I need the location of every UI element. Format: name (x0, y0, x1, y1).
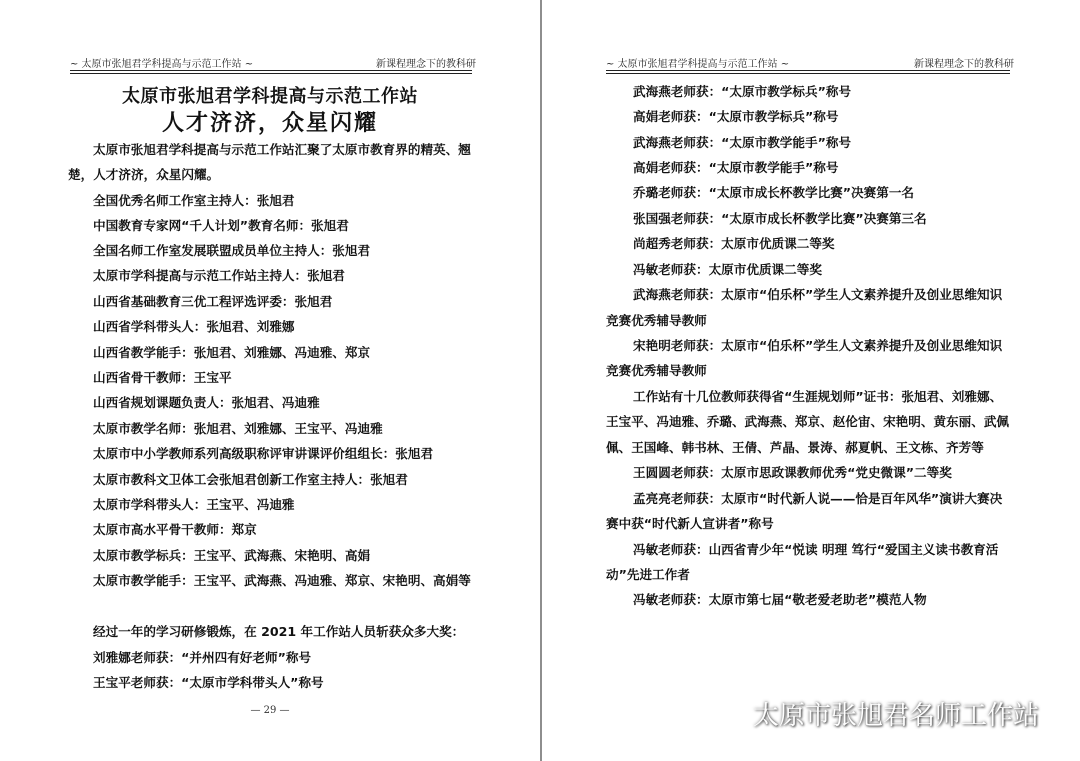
role-line: 太原市学科提高与示范工作站主持人：张旭君 (93, 268, 345, 283)
award-line: 武海燕老师获：“太原市教学能手”称号 (633, 135, 852, 150)
role-line: 太原市教学标兵：王宝平、武海燕、宋艳明、高娟 (93, 548, 371, 563)
left-header-left: ~ 太原市张旭君学科提高与示范工作站 ~ (70, 59, 254, 70)
page-number: — 29 — (250, 705, 290, 716)
award-line: 王圆圆老师获：太原市思政课教师优秀“党史微课”二等奖 (633, 465, 952, 480)
role-line: 山西省规划课题负责人：张旭君、冯迪雅 (93, 395, 320, 410)
award-line: 刘雅娜老师获：“并州四有好老师”称号 (93, 650, 312, 665)
award-line: 冯敏老师获：山西省青少年“悦读 明理 笃行“爱国主义读书教育活 (633, 542, 999, 557)
award-line: 张国强老师获：“太原市成长杯教学比赛”决赛第三名 (633, 211, 927, 226)
role-line: 山西省学科带头人：张旭君、刘雅娜 (93, 319, 295, 334)
intro-line: 太原市张旭君学科提高与示范工作站汇聚了太原市教育界的精英、翘 (93, 142, 471, 157)
right-header-rule-thin (606, 73, 1010, 74)
awards-intro: 经过一年的学习研修锻炼，在 2021 年工作站人员斩获众多大奖： (93, 624, 465, 639)
role-line: 全国名师工作室发展联盟成员单位主持人：张旭君 (93, 243, 371, 258)
role-line: 太原市学科带头人：王宝平、冯迪雅 (93, 497, 295, 512)
award-line: 冯敏老师获：太原市优质课二等奖 (633, 262, 822, 277)
award-line-cont: 赛中获“时代新人宣讲者”称号 (606, 516, 774, 531)
role-line: 中国教育专家网“千人计划”教育名师：张旭君 (93, 218, 349, 233)
award-line: 乔璐老师获：“太原市成长杯教学比赛”决赛第一名 (633, 185, 915, 200)
right-header-rule (606, 70, 1010, 71)
award-line-cont: 王宝平、冯迪雅、乔璐、武海燕、郑京、赵伦宙、宋艳明、黄东丽、武佩 (606, 414, 1009, 429)
award-line-cont: 佩、王国峰、韩书林、王倩、芦晶、景涛、郝夏帆、王文栋、齐芳等 (606, 440, 984, 455)
right-header-right: 新课程理念下的教科研 (914, 59, 1014, 70)
role-line: 太原市高水平骨干教师：郑京 (93, 522, 257, 537)
award-line-cont: 竞赛优秀辅导教师 (606, 313, 707, 328)
left-header-rule (70, 70, 472, 71)
right-header-left: ~ 太原市张旭君学科提高与示范工作站 ~ (606, 59, 790, 70)
award-line: 武海燕老师获：太原市“伯乐杯”学生人文素养提升及创业思维知识 (633, 287, 1003, 302)
award-line: 冯敏老师获：太原市第七届“敬老爱老助老”模范人物 (633, 592, 927, 607)
award-line-cont: 动”先进工作者 (606, 567, 690, 582)
wechat-icon (705, 697, 745, 729)
award-line: 孟亮亮老师获：太原市“时代新人说——恰是百年风华”演讲大赛决 (633, 491, 1003, 506)
right-page (542, 0, 1080, 761)
page-subtitle: 人才济济，众星闪耀 (161, 111, 378, 136)
role-line: 太原市教学名师：张旭君、刘雅娜、王宝平、冯迪雅 (93, 421, 383, 436)
watermark (705, 695, 1039, 731)
role-line: 山西省骨干教师：王宝平 (93, 370, 232, 385)
page-title: 太原市张旭君学科提高与示范工作站 (122, 86, 418, 107)
award-line: 高娟老师获：“太原市教学标兵”称号 (633, 109, 839, 124)
award-line: 工作站有十几位教师获得省“生涯规划师”证书：张旭君、刘雅娜、 (633, 389, 1003, 404)
award-line: 高娟老师获：“太原市教学能手”称号 (633, 160, 839, 175)
left-header-rule-thin (70, 73, 472, 74)
award-line: 尚超秀老师获：太原市优质课二等奖 (633, 236, 835, 251)
role-line: 全国优秀名师工作室主持人：张旭君 (93, 193, 295, 208)
role-line: 太原市教学能手：王宝平、武海燕、冯迪雅、郑京、宋艳明、高娟等 (93, 573, 471, 588)
watermark-text: 太原市张旭君名师工作站 (753, 700, 1040, 731)
award-line: 宋艳明老师获：太原市“伯乐杯”学生人文素养提升及创业思维知识 (633, 338, 1003, 353)
role-line: 山西省基础教育三优工程评选评委：张旭君 (93, 294, 333, 309)
role-line: 太原市中小学教师系列高级职称评审讲课评价组组长：张旭君 (93, 446, 434, 461)
role-line: 山西省教学能手：张旭君、刘雅娜、冯迪雅、郑京 (93, 345, 371, 360)
award-line-cont: 竞赛优秀辅导教师 (606, 363, 707, 378)
award-line: 武海燕老师获：“太原市教学标兵”称号 (633, 84, 852, 99)
left-header-right: 新课程理念下的教科研 (376, 59, 476, 70)
award-line: 王宝平老师获：“太原市学科带头人”称号 (93, 675, 324, 690)
intro-line: 楚，人才济济，众星闪耀。 (68, 167, 220, 182)
role-line: 太原市教科文卫体工会张旭君创新工作室主持人：张旭君 (93, 472, 408, 487)
